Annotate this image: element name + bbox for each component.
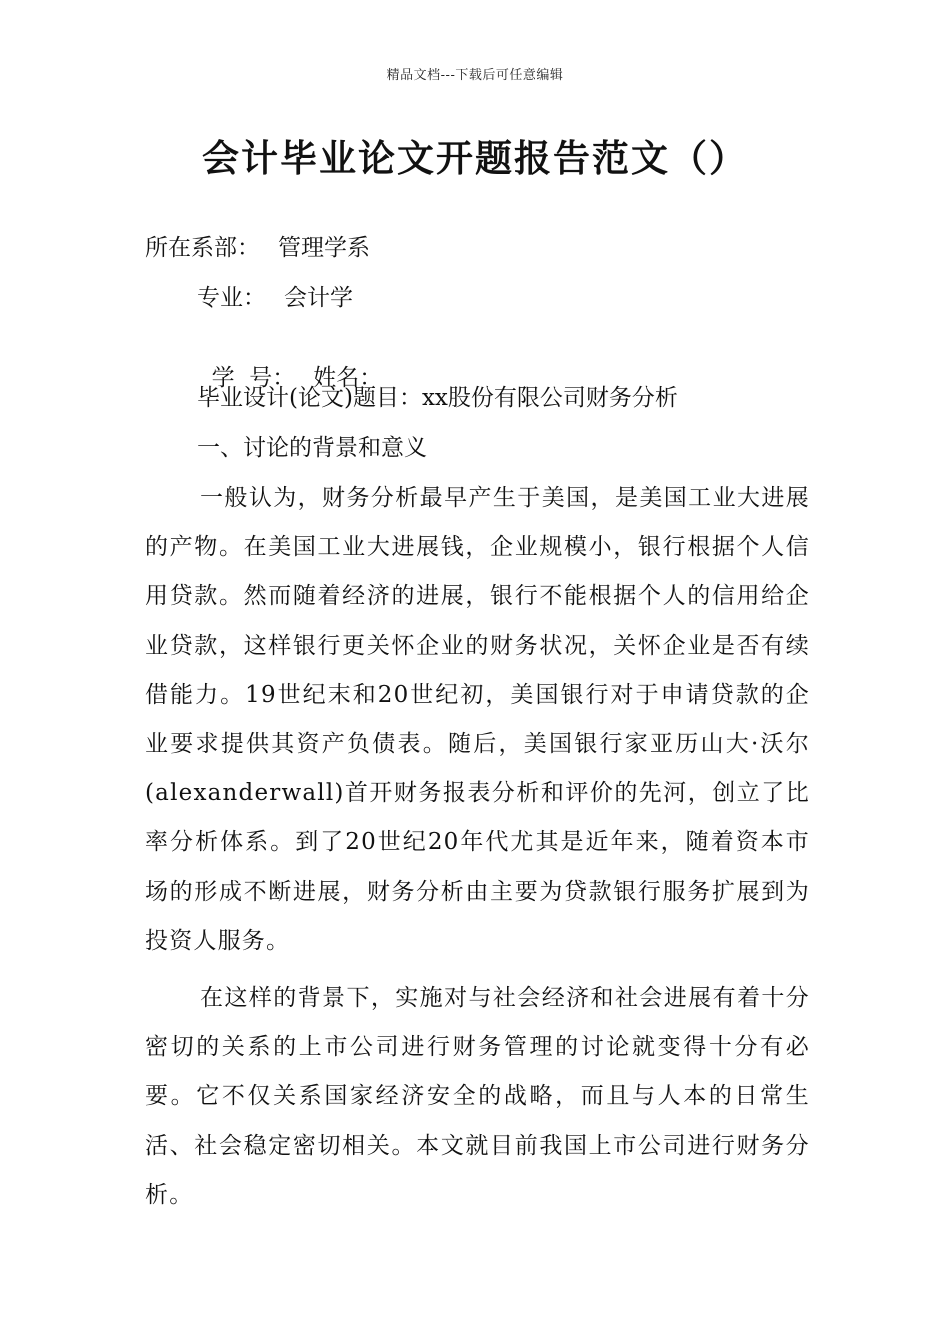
student-id-label: 学 号： (211, 365, 296, 391)
body-paragraph-2: 在这样的背景下，实施对与社会经济和社会进展有着十分密切的关系的上市公司进行财务管理的讨论就变得十分有必要。它不仅关系国家经济安全的战略，而且与人本的日常生活、社会稳定密切相关。本文就目前我国上市公司进行财务分析。 (145, 985, 810, 1208)
page-header: 精品文档---下载后可任意编辑 (386, 68, 564, 83)
major-label: 专业： (197, 285, 266, 311)
body-paragraph-1: 一般认为，财务分析最早产生于美国，是美国工业大进展的产物。在美国工业大进展钱，企业规模小，银行根据个人信用贷款。然而随着经济的进展，银行不能根据个人的信用给企业贷款，这样银行更关怀企业的财务状况，关怀企业是否有续借能力。19世纪末和20世纪初，美国银行对于申请贷款的企业要求提供其资产负债表。随后，美国银行家亚历山大·沃尔(alexanderwall)首开财务报表分析和评价的先河，创立了比率分析体系。到了20世纪20年代尤其是近年来，随着资本市场的形成不断进展，财务分析由主要为贷款银行服务扩展到为投资人服务。 (145, 485, 810, 954)
department-value: 管理学系 (278, 235, 370, 261)
name-label: 姓名： (313, 365, 383, 391)
department-row (145, 233, 370, 263)
document-title: 会计毕业论文开题报告范文（） (202, 137, 748, 180)
major-value: 会计学 (284, 285, 353, 311)
major-row (197, 283, 353, 313)
section-heading: 一、讨论的背景和意义 (197, 435, 427, 461)
thesis-topic-line: 毕业设计(论文)题目：xx股份有限公司财务分析 (197, 385, 678, 411)
department-label: 所在系部： (145, 235, 260, 261)
